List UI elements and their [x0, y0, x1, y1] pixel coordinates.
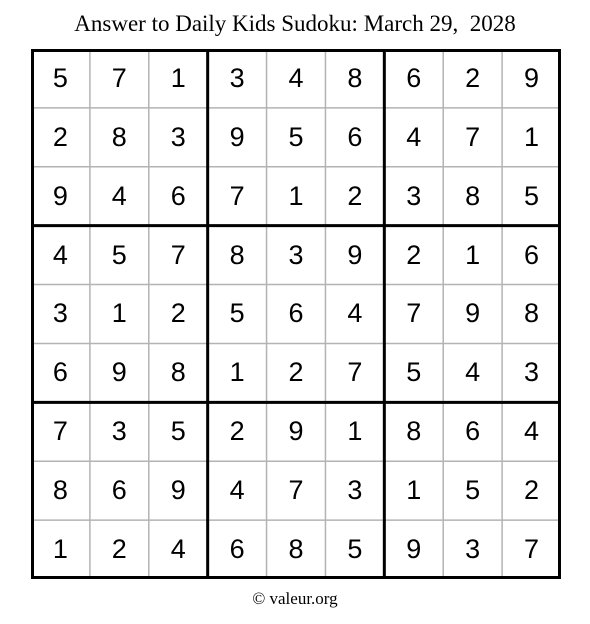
sudoku-cell-r8c9: 2 [524, 475, 540, 506]
sudoku-cell-r6c4: 1 [229, 357, 245, 388]
sudoku-cell-r7c1: 7 [52, 416, 68, 447]
sudoku-cell-r8c3: 9 [170, 475, 186, 506]
sudoku-cell-r2c9: 1 [524, 121, 540, 152]
copyright-footer: © valeur.org [252, 589, 338, 608]
sudoku-cell-r4c3: 7 [170, 239, 186, 270]
sudoku-cell-r7c5: 9 [288, 416, 304, 447]
sudoku-cell-r2c6: 6 [347, 121, 363, 152]
sudoku-cell-r2c5: 5 [288, 121, 304, 152]
sudoku-cell-r2c3: 3 [170, 121, 186, 152]
sudoku-cell-r7c7: 8 [406, 416, 422, 447]
sudoku-cell-r9c9: 7 [524, 534, 540, 565]
sudoku-cell-r5c6: 4 [347, 298, 363, 329]
sudoku-cell-r3c2: 4 [111, 180, 127, 211]
sudoku-cell-r5c7: 7 [406, 298, 422, 329]
sudoku-cell-r9c4: 6 [229, 534, 245, 565]
page-title: Answer to Daily Kids Sudoku: March 29, 2028 [74, 11, 516, 36]
sudoku-cell-r9c8: 3 [465, 534, 481, 565]
sudoku-cell-r7c9: 4 [524, 416, 540, 447]
sudoku-cell-r7c3: 5 [170, 416, 186, 447]
sudoku-cell-r8c2: 6 [111, 475, 127, 506]
sudoku-cell-r9c5: 8 [288, 534, 304, 565]
sudoku-cell-r6c2: 9 [111, 357, 127, 388]
sudoku-cell-r3c7: 3 [406, 180, 422, 211]
sudoku-cell-r5c3: 2 [170, 298, 186, 329]
sudoku-board [31, 49, 561, 579]
sudoku-cell-r2c1: 2 [52, 121, 68, 152]
sudoku-cell-r4c5: 3 [288, 239, 304, 270]
sudoku-cell-r8c7: 1 [406, 475, 422, 506]
sudoku-cell-r9c3: 4 [170, 534, 186, 565]
sudoku-cell-r9c1: 1 [52, 534, 68, 565]
sudoku-cell-r6c8: 4 [465, 357, 481, 388]
sudoku-cell-r8c1: 8 [52, 475, 68, 506]
sudoku-cell-r3c1: 9 [52, 180, 68, 211]
sudoku-cell-r9c7: 9 [406, 534, 422, 565]
sudoku-cell-r4c2: 5 [111, 239, 127, 270]
sudoku-cell-r4c6: 9 [347, 239, 363, 270]
sudoku-cell-r2c2: 8 [111, 121, 127, 152]
sudoku-cell-r7c8: 6 [465, 416, 481, 447]
sudoku-cell-r5c5: 6 [288, 298, 304, 329]
sudoku-cell-r3c9: 5 [524, 180, 540, 211]
sudoku-cell-r5c2: 1 [111, 298, 127, 329]
sudoku-cell-r1c3: 1 [170, 62, 186, 93]
sudoku-cell-r2c7: 4 [406, 121, 422, 152]
sudoku-cell-r9c6: 5 [347, 534, 363, 565]
sudoku-cell-r3c4: 7 [229, 180, 245, 211]
sudoku-cell-r5c1: 3 [52, 298, 68, 329]
sudoku-cell-r4c9: 6 [524, 239, 540, 270]
sudoku-grid-lines [31, 49, 561, 579]
sudoku-cell-r4c4: 8 [229, 239, 245, 270]
sudoku-cell-r2c4: 9 [229, 121, 245, 152]
sudoku-cell-r6c3: 8 [170, 357, 186, 388]
sudoku-cell-r8c4: 4 [229, 475, 245, 506]
sudoku-cell-r3c3: 6 [170, 180, 186, 211]
sudoku-cell-r7c6: 1 [347, 416, 363, 447]
sudoku-cell-r2c8: 7 [465, 121, 481, 152]
sudoku-cell-r3c5: 1 [288, 180, 304, 211]
sudoku-cell-r6c5: 2 [288, 357, 304, 388]
sudoku-cell-r5c4: 5 [229, 298, 245, 329]
sudoku-cell-r1c6: 8 [347, 62, 363, 93]
sudoku-cell-r3c6: 2 [347, 180, 363, 211]
sudoku-cell-r1c1: 5 [52, 62, 68, 93]
sudoku-cell-r6c6: 7 [347, 357, 363, 388]
sudoku-cell-r1c9: 9 [524, 62, 540, 93]
sudoku-cell-r1c5: 4 [288, 62, 304, 93]
sudoku-cell-r8c5: 7 [288, 475, 304, 506]
sudoku-cell-r4c8: 1 [465, 239, 481, 270]
sudoku-cell-r4c1: 4 [52, 239, 68, 270]
sudoku-cell-r3c8: 8 [465, 180, 481, 211]
sudoku-cell-r1c4: 3 [229, 62, 245, 93]
sudoku-cell-r1c7: 6 [406, 62, 422, 93]
sudoku-cell-r5c9: 8 [524, 298, 540, 329]
sudoku-cell-r1c8: 2 [465, 62, 481, 93]
sudoku-cell-r9c2: 2 [111, 534, 127, 565]
sudoku-cell-r8c8: 5 [465, 475, 481, 506]
sudoku-cell-r1c2: 7 [111, 62, 127, 93]
sudoku-cell-r6c9: 3 [524, 357, 540, 388]
sudoku-cell-r7c4: 2 [229, 416, 245, 447]
sudoku-cell-r6c1: 6 [52, 357, 68, 388]
sudoku-cell-r4c7: 2 [406, 239, 422, 270]
sudoku-cell-r6c7: 5 [406, 357, 422, 388]
sudoku-cell-r7c2: 3 [111, 416, 127, 447]
sudoku-cell-r8c6: 3 [347, 475, 363, 506]
sudoku-cell-r5c8: 9 [465, 298, 481, 329]
